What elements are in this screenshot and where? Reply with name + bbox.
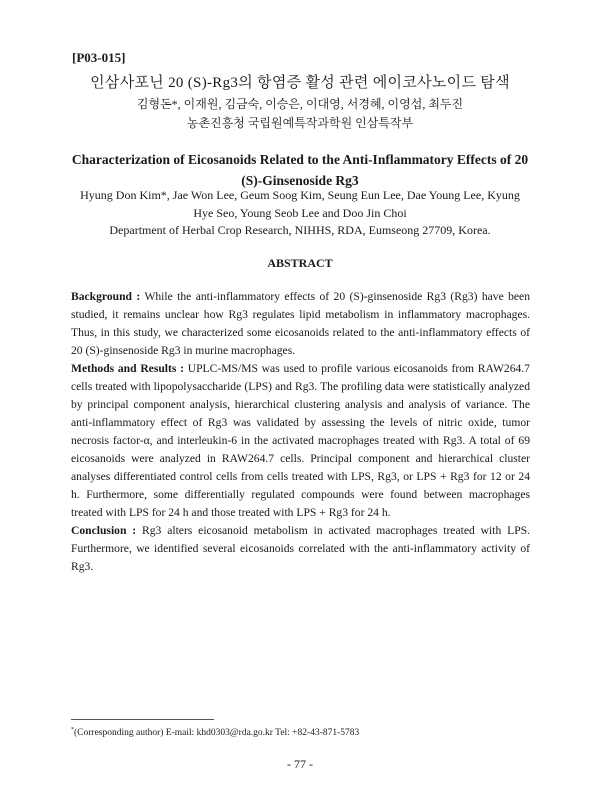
- page-number: - 77 -: [287, 757, 313, 771]
- footnote-text: (Corresponding author) E-mail: khd0303@rda.go.kr Tel: +82-43-871-5783: [74, 728, 360, 739]
- footnote-marker: *: [71, 727, 74, 733]
- english-authors: [62, 186, 538, 222]
- department: Department of Herbal Crop Research, NIHHS, RDA, Eumseong 27709, Korea.: [109, 223, 491, 237]
- abstract-body: [71, 288, 530, 576]
- english-authors-line-1: Hyung Don Kim*, Jae Won Lee, Geum Soog Kim, Seung Eun Lee, Dae Young Lee, Kyung: [80, 188, 520, 202]
- korean-authors: 김형돈*, 이재원, 김금숙, 이승은, 이대영, 서경혜, 이영섭, 최두진: [136, 97, 464, 111]
- footnote: [71, 727, 359, 738]
- methods-text: UPLC-MS/MS was used to profile various eicosanoids from RAW264.7 cells treated with lipopolysaccharide (LPS) and Rg3. The profiling data were statistically analyzed by principal component analysis, hierarchical clustering analysis and analysis of variance. The anti-inflammatory effect of Rg3 was validated by assessing the levels of nitric oxide, tumor necrosis factor-α, and interleukin-6 in the activated macrophages treated with Rg3. A total of 69 eicosanoids were analyzed in RAW264.7 cells. Principal component and hierarchical cluster analyses differentiated control cells from cells treated with LPS, Rg3, or LPS + Rg3 for 12 or 24 h. Furthermore, some differentially regulated compounds were found between macrophages treated with LPS for 24 h and those treated with LPS + Rg3 for 24 h.: [71, 362, 530, 519]
- abstract-code: [P03-015]: [72, 50, 126, 65]
- korean-title: 인삼사포닌 20 (S)-Rg3의 항염증 활성 관련 에이코사노이드 탐색: [90, 75, 510, 91]
- footnote-divider: [71, 719, 214, 720]
- background-text: While the anti-inflammatory effects of 20 (S)-ginsenoside Rg3 (Rg3) have been studied, it remains unclear how Rg3 regulates lipid metabolism in inflammatory macrophages. Thus, in this study, we characterized some eicosanoids related to the anti-inflammatory effects of 20 (S)-ginsenoside Rg3 in murine macrophages.: [71, 290, 530, 357]
- english-title-line-2: (S)-Ginsenoside Rg3: [241, 173, 359, 188]
- english-authors-line-2: Hye Seo, Young Seob Lee and Doo Jin Choi: [193, 206, 407, 220]
- korean-affiliation: 농촌진흥청 국립원예특작과학원 인삼특작부: [186, 116, 414, 130]
- background-paragraph: [71, 288, 530, 360]
- background-label: Background :: [71, 290, 141, 303]
- methods-label: Methods and Results :: [71, 362, 184, 375]
- conclusion-paragraph: [71, 522, 530, 576]
- abstract-heading: ABSTRACT: [267, 256, 333, 270]
- english-title: [60, 149, 540, 191]
- conclusion-text: Rg3 alters eicosanoid metabolism in activated macrophages treated with LPS. Furthermore, we identified several eicosanoids correlated with the anti-inflammatory activity of Rg3.: [71, 524, 530, 573]
- english-title-line-1: Characterization of Eicosanoids Related to the Anti-Inflammatory Effects of 20: [71, 152, 529, 167]
- conclusion-label: Conclusion :: [71, 524, 137, 537]
- methods-paragraph: [71, 360, 530, 522]
